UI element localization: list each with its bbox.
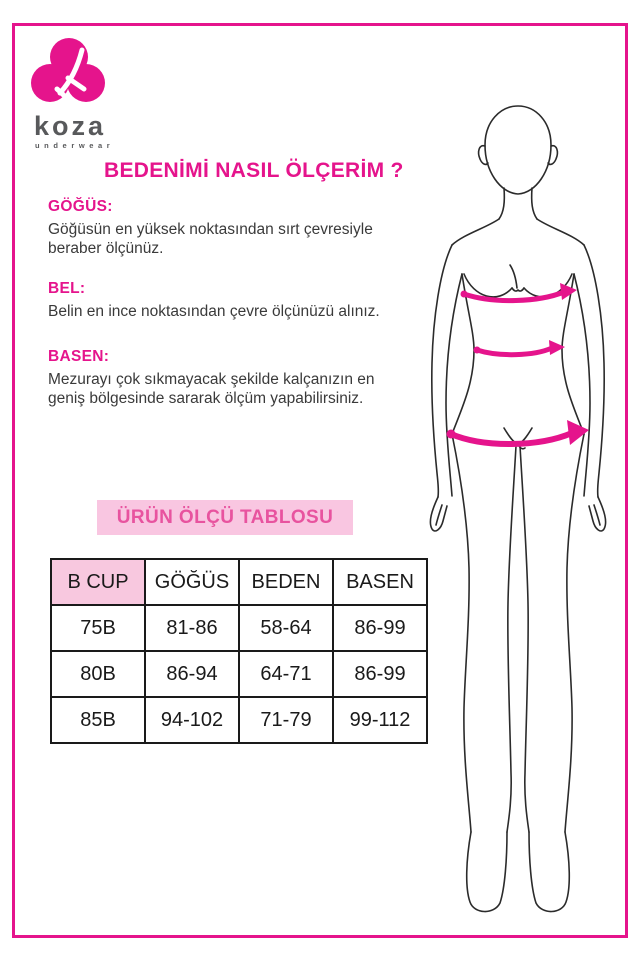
logo-sub-text: underwear xyxy=(35,141,115,150)
header-cell-bcup: B CUP xyxy=(51,559,145,605)
cell-size: 80B xyxy=(51,651,145,697)
section-gogus xyxy=(48,198,400,258)
table-row xyxy=(51,697,427,743)
koza-trefoil-icon xyxy=(30,36,120,106)
page-title: BEDENİMİ NASIL ÖLÇERİM ? xyxy=(104,159,404,182)
header-cell-basen: BASEN xyxy=(333,559,427,605)
header-cell-gogus: GÖĞÜS xyxy=(145,559,239,605)
section-gogus-heading: GÖĞÜS: xyxy=(48,198,113,215)
section-bel-body: Belin en ince noktasından çevre ölçünüzü alınız. xyxy=(48,303,380,320)
hip-measure-arrow xyxy=(447,420,590,445)
size-table-banner-label: ÜRÜN ÖLÇÜ TABLOSU xyxy=(116,506,334,528)
cell-size: 75B xyxy=(51,605,145,651)
cell-basen: 99-112 xyxy=(333,697,427,743)
table-row xyxy=(51,605,427,651)
cell-beden: 58-64 xyxy=(239,605,333,651)
cell-beden: 64-71 xyxy=(239,651,333,697)
section-bel-heading: BEL: xyxy=(48,280,86,297)
size-table-header-row xyxy=(51,559,427,605)
logo-brand-text: koza xyxy=(34,111,107,141)
brand-logo xyxy=(30,36,140,150)
header-cell-beden: BEDEN xyxy=(239,559,333,605)
waist-measure-arrow xyxy=(474,340,566,355)
cell-gogus: 81-86 xyxy=(145,605,239,651)
cell-beden: 71-79 xyxy=(239,697,333,743)
size-table-banner xyxy=(97,500,353,535)
section-basen-body: Mezurayı çok sıkmayacak şekilde kalçanızın en geniş bölgesinde sararak ölçüm yapabilirsiniz. xyxy=(48,371,375,408)
section-gogus-body: Göğüsün en yüksek noktasından sırt çevresiyle beraber ölçünüz. xyxy=(48,221,373,258)
size-table xyxy=(50,558,428,744)
table-row xyxy=(51,651,427,697)
cell-basen: 86-99 xyxy=(333,651,427,697)
section-basen xyxy=(48,348,400,408)
cell-gogus: 86-94 xyxy=(145,651,239,697)
section-bel xyxy=(48,280,400,321)
cell-size: 85B xyxy=(51,697,145,743)
female-body-measurement-sketch-icon xyxy=(424,98,624,928)
cell-basen: 86-99 xyxy=(333,605,427,651)
cell-gogus: 94-102 xyxy=(145,697,239,743)
section-basen-heading: BASEN: xyxy=(48,348,110,365)
